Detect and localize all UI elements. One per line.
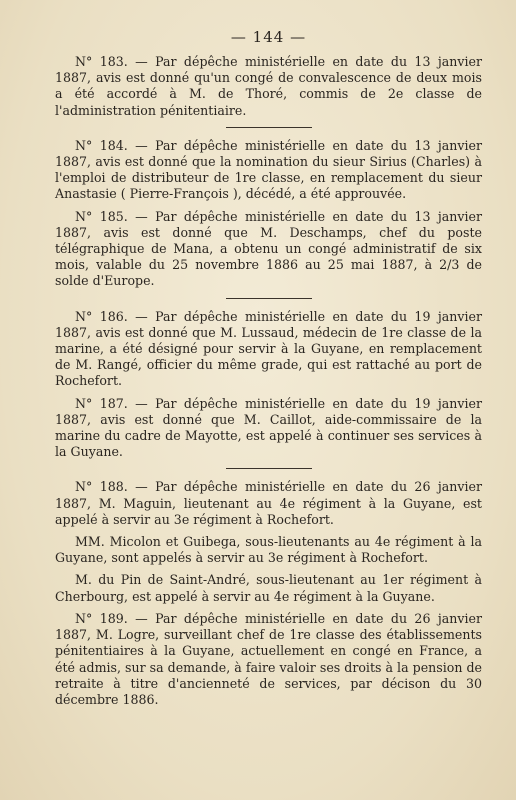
page-number: — 144 — xyxy=(230,28,307,46)
entry-188-du-pin: M. du Pin de Saint-André, sous-lieutenant au 1er régiment à Cherbourg, est appelé à servir au 4e régiment à la Guyane. xyxy=(55,572,482,604)
entry-183: N° 183. — Par dépêche ministérielle en date du 13 janvier 1887, avis est donné qu'un congé de convalescence de deux mois a été accordé à M. de Thoré, commis de 2e classe de l'administration pénitentiaire. xyxy=(55,54,482,118)
entry-184: N° 184. — Par dépêche ministérielle en date du 13 janvier 1887, avis est donné que la nomination du sieur Sirius (Charles) à l'emploi de distributeur de 1re classe, en remplacement du sieur Anastasie ( Pierre-François ), décédé, a été approuvée. xyxy=(55,137,482,202)
entry-188: N° 188. — Par dépêche ministérielle en date du 26 janvier 1887, M. Maguin, lieutenant au 4e régiment à la Guyane, est appelé à servir au 3e régiment à Rochefort. xyxy=(55,479,482,527)
entry-185: N° 185. — Par dépêche ministérielle en date du 13 janvier 1887, avis est donné que M. Deschamps, chef du poste télégraphique de Mana, a obtenu un congé administratif de six mois, valable du 25 novembre 1886 au 25 mai 1887, à 2/3 de solde d'Europe. xyxy=(55,208,482,289)
section-divider xyxy=(226,298,312,299)
section-divider xyxy=(226,127,312,128)
entry-188-micolon-guibega: MM. Micolon et Guibega, sous-lieutenants au 4e régiment à la Guyane, sont appelés à servir au 3e régiment à Rochefort. xyxy=(55,534,482,566)
entry-189: N° 189. — Par dépêche ministérielle en date du 26 janvier 1887, M. Logre, surveillant chef de 1re classe des établissements pénitentiaires à la Guyane, actuellement en congé en France, a été admis, sur sa demande, à faire valoir ses droits à la pension de retraite à titre d'ancienneté de services, par décison du 30 décembre 1886. xyxy=(55,610,482,707)
section-divider xyxy=(226,468,312,469)
entry-186: N° 186. — Par dépêche ministérielle en date du 19 janvier 1887, avis est donné que M. Lussaud, médecin de 1re classe de la marine, a été désigné pour servir à la Guyane, en remplacement de M. Rangé, officier du même grade, qui est rattaché au port de Rochefort. xyxy=(55,308,482,389)
entry-187: N° 187. — Par dépêche ministérielle en date du 19 janvier 1887, avis est donné que M. Caillot, aide-commissaire de la marine du cadre de Mayotte, est appelé à continuer ses services à la Guyane. xyxy=(55,395,482,460)
